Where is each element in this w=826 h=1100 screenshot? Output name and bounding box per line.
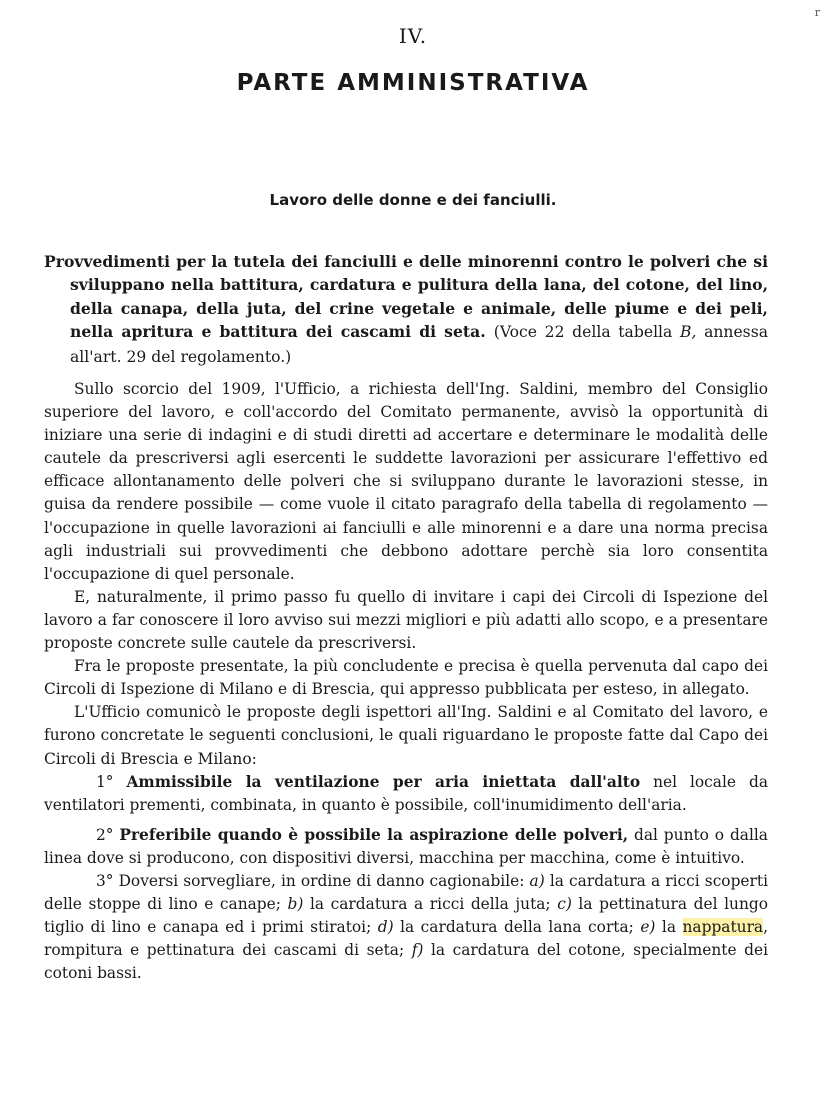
item-2-number: 2° — [96, 825, 114, 844]
item-3-part-c: la cardatura a ricci della juta; — [303, 895, 558, 914]
paragraph-1: Sullo scorcio del 1909, l'Ufficio, a richiesta dell'Ing. Saldini, membro del Consiglio superiore del lavoro, e coll'accordo del Comitato permanente, avvisò la opportunità di iniziare una serie di indagini e di studi diretti ad accertare e determinare le modalità delle cautele da prescriversi agli esercenti le suddette lavorazioni per assicurare l'effettivo ed efficace allontanamento delle polveri che si sviluppano durante le lavorazioni stesse, in guisa da rendere possibile — come vuole il citato paragrafo della tabella di regolamento — l'occupazione in quelle lavorazioni ai fanciulli e alle minorenni e a dare una norma precisa agli industriali sui provvedimenti che debbono adottare perchè sia loro consentita l'occupazione di quel personale. — [44, 380, 768, 583]
list-item-2 — [44, 824, 768, 870]
section-subtitle: Lavoro delle donne e dei fanciulli. — [269, 191, 557, 209]
item-2-rest: dal punto o dalla linea dove si producono, con dispositivi diversi, macchina per macchina, come è intuitivo. — [44, 825, 768, 867]
item-3-part-d: la pettinatura del lungo tiglio di lino e canapa ed i primi stiratoi; — [44, 895, 768, 937]
list-item-3 — [44, 870, 768, 985]
item-3-label-b: b) — [287, 895, 304, 914]
paragraph-3: Fra le proposte presentate, la più concludente e precisa è quella pervenuta dal capo dei Circoli di Ispezione di Milano e di Brescia, qui appresso pubblicata per esteso, in allegato. — [44, 657, 768, 699]
item-3-part-b: la cardatura a ricci scoperti delle stoppe di lino e canape; — [44, 871, 768, 914]
item-1-bold: Ammissibile la ventilazione per aria iniettata dall'alto — [126, 772, 641, 791]
heading-ref-a: (Voce 22 della tabella — [493, 323, 680, 342]
item-3-label-c: c) — [557, 895, 572, 914]
item-2-bold: Preferibile quando è possibile la aspirazione delle polveri, — [119, 825, 629, 844]
item-3-label-e: e) — [640, 918, 656, 937]
item-3-part-e: la cardatura della lana corta; — [393, 918, 641, 937]
list-item-1 — [44, 771, 768, 817]
item-1-rest: nel locale da ventilatori prementi, combinata, in quanto è possibile, coll'inumidimento dell'aria. — [44, 772, 768, 814]
body-text — [44, 378, 768, 985]
item-3-part-a: 3° Doversi sorvegliare, in ordine di danno cagionabile: — [96, 871, 530, 890]
highlighted-word: nappatura — [682, 918, 764, 937]
item-3-label-d: d) — [377, 918, 394, 937]
heading-ref-b: annessa all'art. 29 del regolamento.) — [70, 323, 768, 366]
corner-mark: r — [814, 6, 820, 19]
heading-text: Provvedimenti per la tutela dei fanciulli e delle minorenni contro le polveri che si sviluppano nella battitura, cardatura e pulitura della lana, del cotone, del lino, della canapa, della juta, del crine vegetale e animale, delle piume e dei peli, nella apritura e battitura dei cascami di seta. — [44, 252, 768, 342]
section-heading — [44, 250, 768, 369]
item-3-part-h: la cardatura del cotone, specialmente dei cotoni bassi. — [44, 941, 768, 983]
item-1-number: 1° — [96, 772, 114, 791]
paragraph-2: E, naturalmente, il primo passo fu quello di invitare i capi dei Circoli di Ispezione del lavoro a far conoscere il loro avviso sui mezzi migliori e più adatti allo scopo, e a presentare proposte concrete sulle cautele da prescriversi. — [44, 587, 768, 653]
page-title: PARTE AMMINISTRATIVA — [236, 70, 590, 96]
item-3-label-a: a) — [529, 871, 545, 890]
item-3-part-g: , rompitura e pettinatura dei cascami di seta; — [44, 918, 769, 960]
paragraph-4: L'Ufficio comunicò le proposte degli ispettori all'Ing. Saldini e al Comitato del lavoro, e furono concretate le seguenti conclusioni, le quali riguardano le proposte fatte dal Capo dei Circoli di Brescia e Milano: — [44, 703, 768, 768]
page-number: IV. — [398, 24, 428, 48]
item-3-label-f: f) — [411, 941, 424, 960]
item-3-part-f: la — [655, 918, 683, 937]
heading-ref-italic: B, — [680, 323, 697, 342]
